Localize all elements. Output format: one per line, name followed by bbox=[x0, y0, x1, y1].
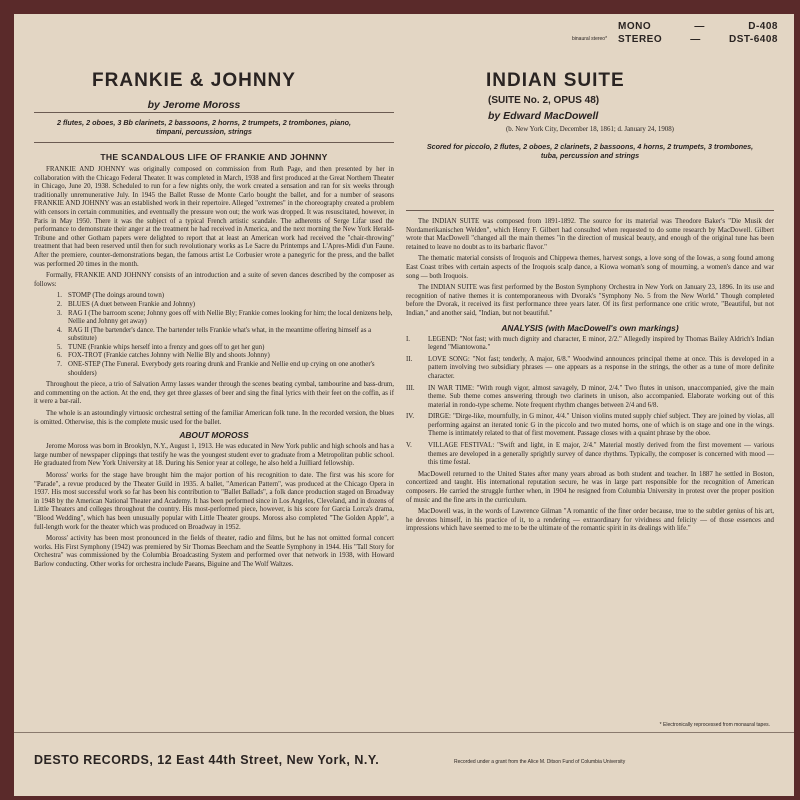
right-paragraph: MacDowell was, in the words of Lawrence Gilman "A romantic of the finer order because, true to the subtler genius of his art, he devotes himself, in his practice of it, to a rendering — extraordinary for vividness and felicity — of those essences and impressions which have seemed to me to be the ultimate of the romantic spirit in its dealings with life." bbox=[406, 508, 774, 533]
list-item: 7. ONE-STEP (The Funeral. Everybody gets roaring drunk and Frankie and Nellie end up crying on one another's shoulders) bbox=[56, 361, 375, 377]
record-back-cover bbox=[14, 14, 794, 796]
footer bbox=[14, 732, 794, 785]
right-paragraph: The thematic material consists of Iroquois and Chippewa themes, harvest songs, a love song of the Iowas, a song found among East Coast tribes with certain aspects of the Iroquois scalp dance, a Kiowa woman's song of mourning, a women's dance and war song — both Iroquois. bbox=[406, 255, 774, 280]
stereo-label: STEREO bbox=[618, 34, 663, 45]
left-column bbox=[34, 70, 394, 568]
left-composer: by Jerome Moross bbox=[147, 99, 241, 111]
stereo-dash: — bbox=[690, 34, 701, 45]
list-item: 3. RAG I (The barroom scene; Johnny goes off with Nellie Bly; Frankie comes looking for him; the local denizens help, Nellie and Johnny get away) bbox=[56, 309, 393, 326]
dance-list bbox=[34, 292, 394, 378]
about-title: ABOUT MOROSS bbox=[179, 430, 249, 441]
about-paragraph: Moross' works for the stage have brought him the major portion of his recognition to date. The first was his score for "Parade", a revue produced by the Theater Guild in 1935. A ballet, "American Pattern", was produced at the Chicago Opera in 1937. His most successful work so far has been his contribution to "Ballet Ballads", a folk dance production staged on Broadway in 1948 by the American National Theater and Academy. It has been performed since in Los Angeles, Cleveland, and in dozens of Little Theaters and colleges throughout the country. His most-performed piece, however, is his score for Garcia Lorca's drama, "Blood Wedding", which has been unusually popular with Little Theater groups. Moross also completed "The Golden Apple", a full-length work for the theater which was produced on Broadway in 1952. bbox=[34, 472, 394, 531]
footer-label: DESTO RECORDS, 12 East 44th Street, New York, N.Y. bbox=[34, 753, 380, 767]
list-item: II. LOVE SONG: "Not fast; tenderly, A major, 6/8." Woodwind announces principal theme at once. This is developed in a pattern involving two subsidiary phrases — one appears as a response in the strings, the other as a tune of more definite character. bbox=[406, 355, 774, 380]
right-paragraph: MacDowell returned to the United States after many years abroad as both student and teacher. In 1887 he settled in Boston, concertized and taught. His international reputation secure, he was in large part responsible for the recognition of American composers. He carried the struggle further when, in 1904 he resigned from Columbia University in protest over the proper position of music and the fine arts in the curriculum. bbox=[406, 470, 774, 504]
analysis-title: ANALYSIS (with MacDowell's own markings) bbox=[501, 322, 679, 333]
left-body bbox=[34, 152, 394, 573]
right-body bbox=[406, 218, 774, 537]
list-item: III. IN WAR TIME: "With rough vigor, almost savagely, D minor, 2/4." Two flutes in unison, unaccompanied, give the main theme. Sub theme comes answering through two clarinets in unison, also accompanied. Elaborate working out of this material in rondo-type scheme. Note frequent rhythm changes between 2/4 and 6/8. bbox=[406, 384, 774, 409]
left-paragraph: Throughout the piece, a trio of Salvation Army lasses wander through the scenes beating cymbal, tambourine and bass-drum, and commenting on the action. At the end, they get three glasses of beer and sing the final lyrics with their feet on the coffin, as if it were a bar-rail. bbox=[34, 381, 394, 406]
right-dates: (b. New York City, December 18, 1861; d. January 24, 1908) bbox=[506, 126, 674, 133]
left-intro-paragraph: Formally, FRANKIE AND JOHNNY consists of an introduction and a suite of seven dances described by the composer as follows: bbox=[34, 272, 394, 288]
left-paragraph: The whole is an astoundingly virtuosic orchestral setting of the familiar American folk tune. In the recorded version, the blues is omitted. Otherwise, this is the complete music used for the ballet. bbox=[34, 410, 394, 426]
right-paragraph: The INDIAN SUITE was composed from 1891-1892. The source for its material was Theodore Baker's "Die Musik der Nordamerikanischen Welden", which Henry F. Gilbert had consulted when requested to do some research by MacDowell. Gilbert wrote that MacDowell "changed all the main themes "in the direction of musical beauty, and enough of the original tune has been retained to leave no doubt as to its barbaric flavor." bbox=[406, 218, 774, 251]
right-paragraph: The INDIAN SUITE was first performed by the Boston Symphony Orchestra in New York on January 23, 1896. In its use and recognition of native themes it is contemporaneous with Dvorak's "Symphony No. 5 from the New World." Though completed before the Dvorak, it received its first performance three years later. Of its first performance one critic wrote, "Beautiful, but not Indian," and another said, "Indian, but not beautiful." bbox=[406, 284, 774, 317]
list-item: IV. DIRGE: "Dirge-like, mournfully, in G minor, 4/4." Unison violins muted supply chief subject. They are joined by violas, all performing against an iterated tonic G in the piccolo and two muted horns, one of which is on stage and one in the wings. Theme is intimately related to that of first movement. Passage closes with a quaint phrase by the oboe. bbox=[406, 413, 774, 438]
mono-label: MONO bbox=[618, 21, 652, 32]
right-column bbox=[406, 70, 774, 728]
right-instrumentation: Scored for piccolo, 2 flutes, 2 oboes, 2 clarinets, 2 bassoons, 4 horns, 2 trumpets, 3 trombones, tuba, percussion and strings bbox=[426, 142, 754, 160]
list-item: 2. BLUES (A duet between Frankie and Johnny) bbox=[56, 300, 196, 308]
left-intro-paragraph: FRANKIE AND JOHNNY was originally composed on commission from Ruth Page, and then presented by her in collaboration with the Chicago Federal Theater. It was completed in March, 1938 and first produced at the Great Northern Theater in Chicago, June 20, 1938. Scheduled to run for a few nights only, the work created a sensation and ran for six weeks through traditionally unremunerative July. In 1945 the Ballet Russe de Monte Carlo bought the ballet, and for a number of seasons FRANKIE AND JOHNNY was an established work in their repertoire. Alleged "extremes" in the choreography created a problem with censors in certain communities, and eventually the pressure won out; the work was dropped. It was resuscitated, however, in Paris in May 1950. There it was the subject of a typical French artistic scandale. The adherents of Serge Lifar used the performance to demonstrate their anger at the treatment he had received in America, and the next morning the New York Herald-Tribune and other Gotham papers were delighted to report that at least an American work had received the "chair-throwing" treatment that had been reserved until then for such revolutionary works as Le Sacre du Printemps and L'Apres-Midi d'un Faune. After the premiere, counter-demonstrations began, the famous artist Le Corbusier wrote a panegyric for the press, and the ballet was performed 20 times in the month. bbox=[34, 166, 394, 268]
list-item: 5. TUNE (Frankie whips herself into a frenzy and goes off to get her gun) bbox=[56, 343, 265, 351]
mono-dash: — bbox=[694, 21, 705, 32]
left-instrumentation: 2 flutes, 2 oboes, 3 Bb clarinets, 2 bassoons, 2 horns, 2 trumpets, 2 trombones, piano, timpani, percussion, strings bbox=[57, 118, 351, 136]
grant-note: Recorded under a grant from the Alice M. Ditson Fund of Columbia University bbox=[454, 759, 626, 765]
list-item: 1. STOMP (The doings around town) bbox=[56, 292, 165, 300]
about-paragraph: Moross' activity has been most pronounced in the fields of theater, radio and films, but he has not omitted formal concert works. His First Symphony (1942) was premiered by Sir Thomas Beecham and the Seattle Symphony in 1944. His "Tall Story for Orchestra" was commissioned by the Columbia Broadcasting System and performed over that network in 1938, with Howard Barlow conducting. Other works for orchestra include Paeans, Biguine and The Wolf Waltzes. bbox=[34, 535, 394, 568]
left-section-title: THE SCANDALOUS LIFE OF FRANKIE AND JOHNNY bbox=[100, 152, 328, 162]
stereo-number: DST-6408 bbox=[728, 34, 778, 45]
list-item: 6. FOX-TROT (Frankie catches Johnny with Nellie Bly and shoots Johnny) bbox=[56, 352, 270, 360]
list-item: 4. RAG II (The bartender's dance. The bartender tells Frankie what's what, in the meantime offering himself as a substitute) bbox=[56, 326, 372, 343]
footnote: * Electronically reprocessed from monaural tapes. bbox=[659, 722, 770, 728]
stereo-note: binaural stereo* bbox=[572, 36, 608, 42]
right-title: INDIAN SUITE bbox=[486, 70, 625, 91]
list-item: V. VILLAGE FESTIVAL: "Swift and light, in E major, 2/4." Material mostly derived from the first movement — various themes are developed in a generally sprightly survey of dance rhythms. Typically, the composer is concerned with mood — this time festal. bbox=[406, 442, 774, 467]
right-composer: by Edward MacDowell bbox=[488, 110, 599, 122]
list-item: I. LEGEND: "Not fast; with much dignity and character, E minor, 2/2." Allegedly inspired by Thomas Bailey Aldrich's Indian legend "Miantowona." bbox=[406, 335, 774, 352]
about-paragraph: Jerome Moross was born in Brooklyn, N.Y., August 1, 1913. He was educated in New York public and high schools and has a large number of newspaper clippings that testify he was the youngest student ever to graduate from a Metropolitan public school. He graduated from New York University at 18. During his Senior year at college, he also held a Juilliard fellowship. bbox=[34, 443, 394, 468]
right-rule bbox=[406, 210, 774, 211]
right-subtitle: (SUITE No. 2, OPUS 48) bbox=[488, 95, 600, 106]
left-title: FRANKIE & JOHNNY bbox=[92, 70, 296, 91]
left-rule-bottom bbox=[34, 142, 394, 143]
catalog-numbers bbox=[618, 20, 778, 46]
left-rule-top bbox=[34, 112, 394, 113]
mono-number: D-408 bbox=[748, 21, 778, 32]
